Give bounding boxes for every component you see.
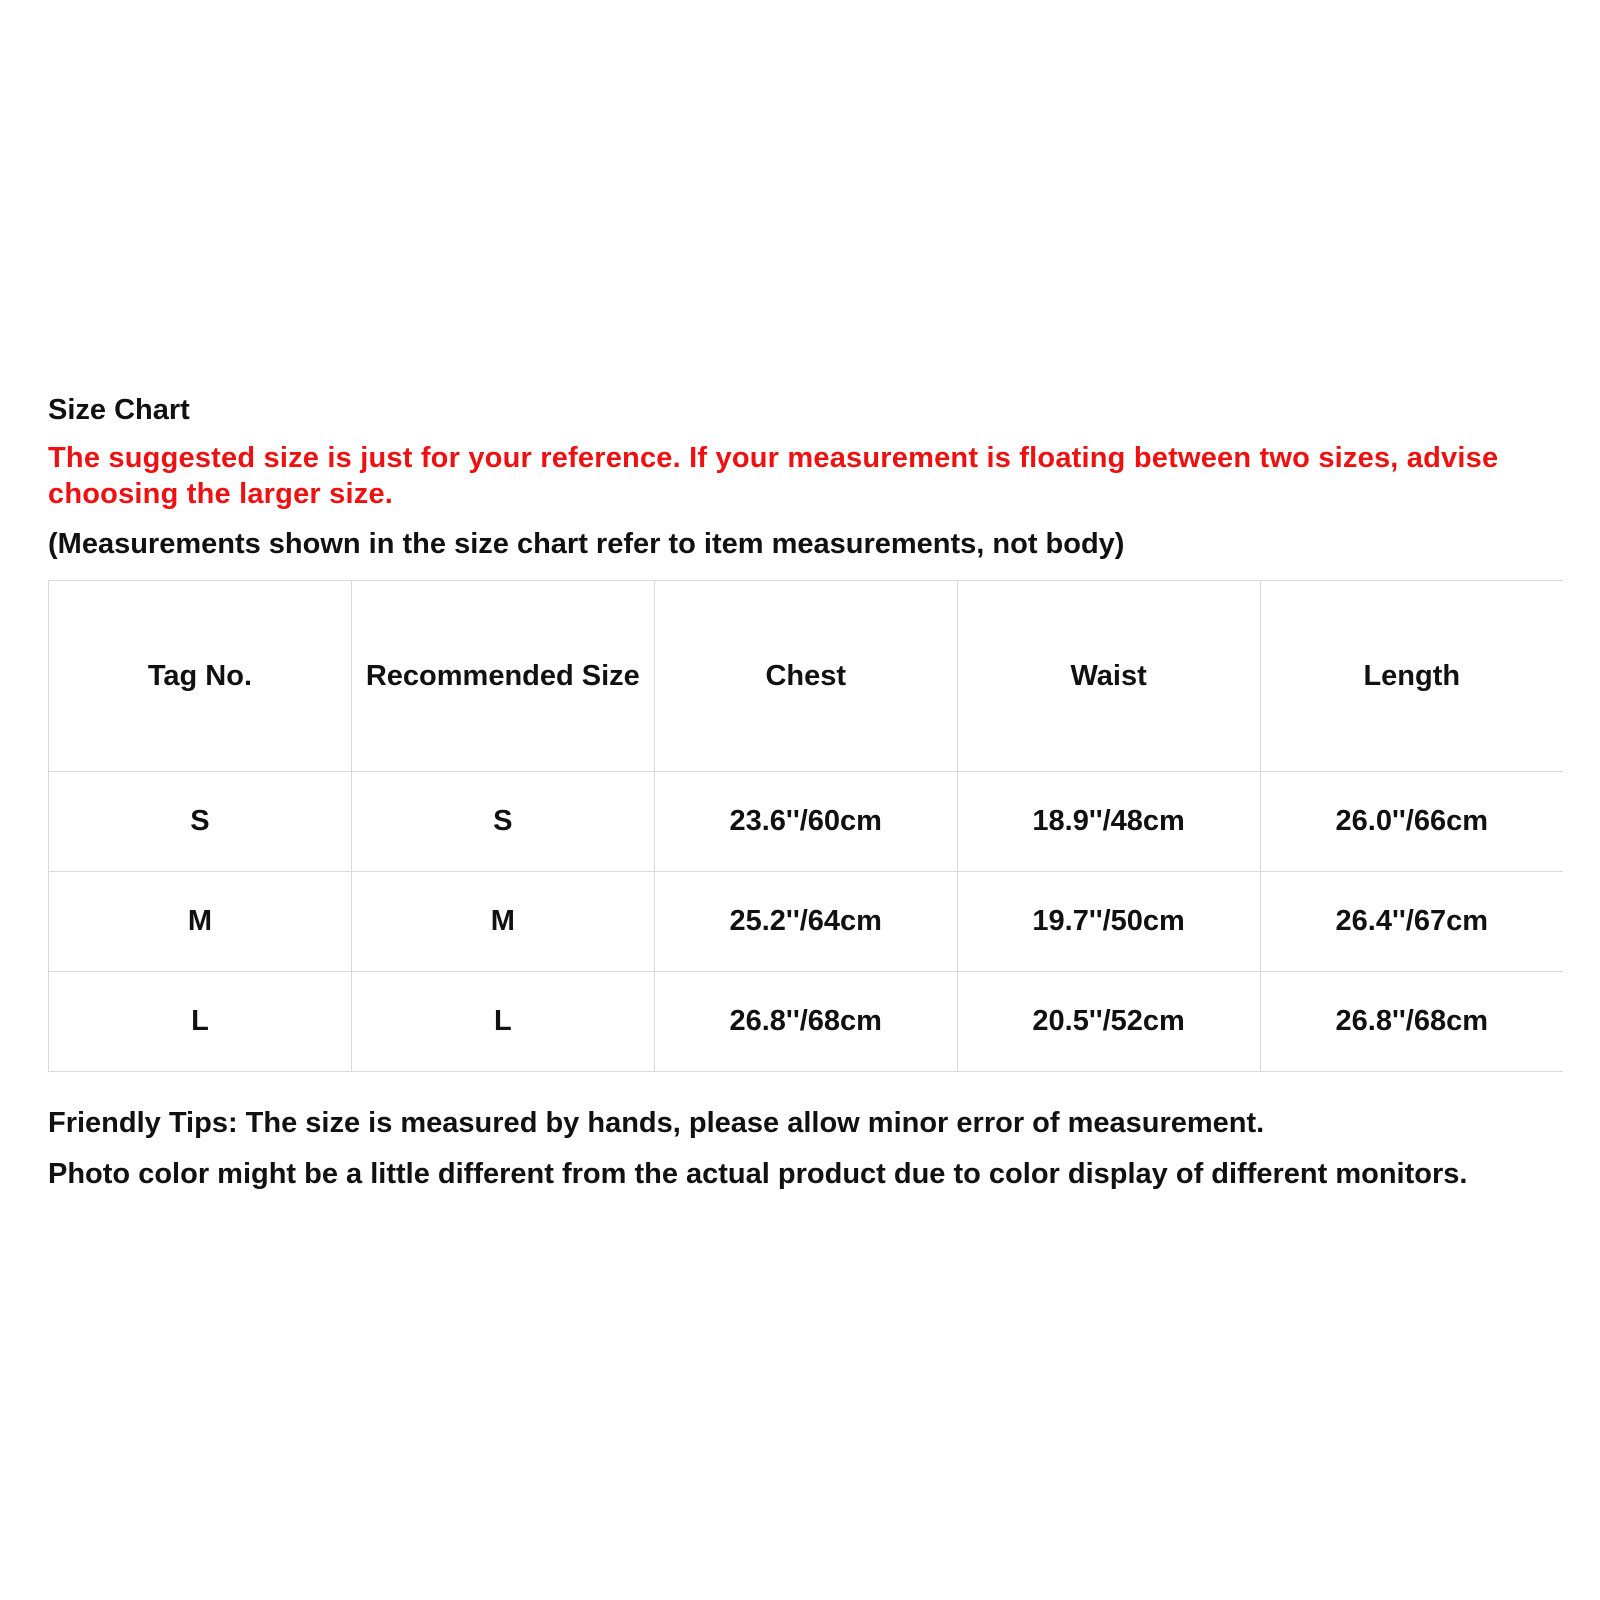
cell-tag: L [49,972,352,1072]
header-chest: Chest [654,581,957,772]
cell-chest: 25.2''/64cm [654,872,957,972]
friendly-tips [48,1098,1558,1200]
header-recommended-size [351,581,654,772]
cell-tag: M [49,872,352,972]
page-title: Size Chart [48,394,190,426]
cell-chest: 26.8''/68cm [654,972,957,1072]
header-waist: Waist [957,581,1260,772]
size-table [48,580,1563,1072]
size-notice: The suggested size is just for your reference. If your measurement is floating between two sizes, advise choosing the larger size. [48,442,1499,510]
tip-line: Photo color might be a little different from the actual product due to color display of different monitors. [48,1158,1468,1190]
header-tag-no: Tag No. [49,581,352,772]
header-length: Length [1260,581,1563,772]
measurement-note: (Measurements shown in the size chart refer to item measurements, not body) [48,528,1125,560]
cell-length: 26.4''/67cm [1260,872,1563,972]
table-header-row [49,581,1564,772]
cell-recommended: M [351,872,654,972]
table-row [49,872,1564,972]
tip-line: Friendly Tips: The size is measured by hands, please allow minor error of measurement. [48,1107,1265,1139]
table-row [49,772,1564,872]
cell-waist: 18.9''/48cm [957,772,1260,872]
cell-recommended: S [351,772,654,872]
header-recommended-size-text: Recommended Size [365,660,640,692]
cell-tag: S [49,772,352,872]
cell-chest: 23.6''/60cm [654,772,957,872]
cell-recommended: L [351,972,654,1072]
cell-waist: 20.5''/52cm [957,972,1260,1072]
cell-length: 26.8''/68cm [1260,972,1563,1072]
cell-waist: 19.7''/50cm [957,872,1260,972]
table-row [49,972,1564,1072]
cell-length: 26.0''/66cm [1260,772,1563,872]
size-chart-document [48,392,1558,1200]
